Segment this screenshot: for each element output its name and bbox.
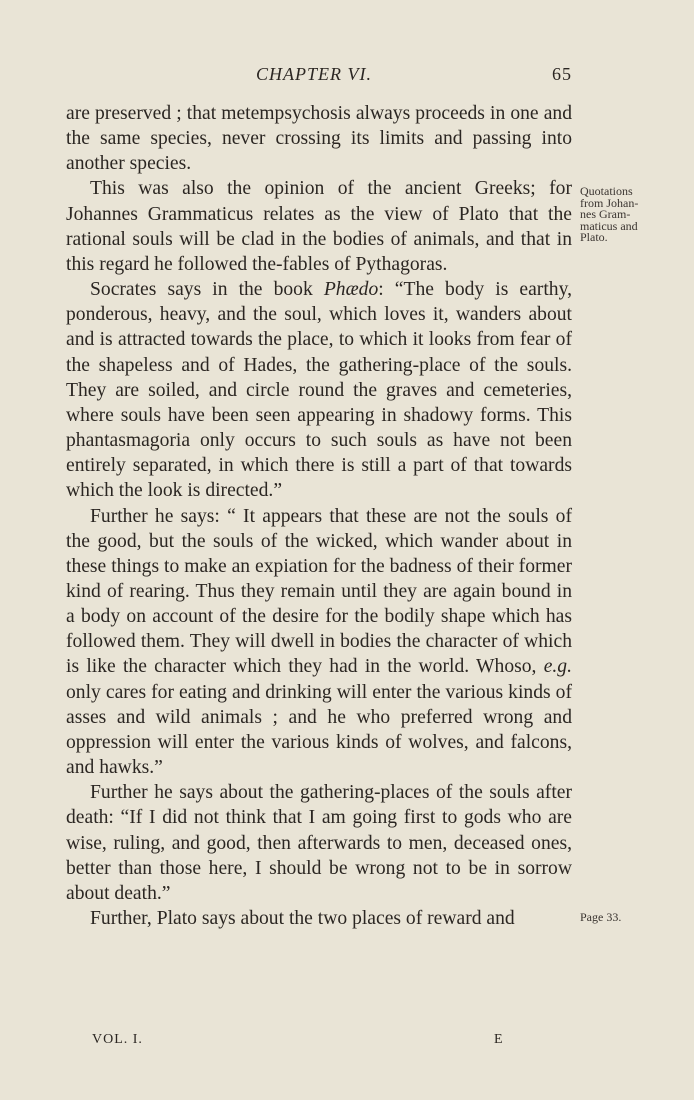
margin-note-line: from Johan- xyxy=(580,195,639,210)
footer-volume: VOL. I. xyxy=(92,1032,143,1047)
book-title-phaedo: Phædo xyxy=(323,279,379,301)
margin-note-line: maticus and xyxy=(580,218,638,233)
paragraph-4-rest: only cares for eating and drinking will enter the various kinds of asses and wild animals ; and he who preferred wrong and oppression will enter the various kinds of wolves, and falcons, and hawks.” xyxy=(66,681,572,779)
margin-note-line: Plato. xyxy=(580,230,608,244)
paragraph-2: This was also the opinion of the ancient Greeks; for Johannes Grammaticus relates as the view of Plato that the rational souls will be clad in the bodies of animals, and that in this regard he followed the-fables of Pythagoras. xyxy=(66,178,572,275)
paragraph-3-rest: : “The body is earthy, ponderous, heavy, and the soul, which loves it, wanders about and is attracted towards the place, to which it looks from fear of the shapeless and of Hades, the gathering-place of the souls. They are soiled, and circle round the graves and cemeteries, where souls have been seen appearing in shadowy forms. This phantasmagoria only occurs to such souls as have not been entirely separated, in which there is still a part of that towards which the look is directed.” xyxy=(66,279,572,502)
running-header xyxy=(66,64,572,94)
margin-note-line: nes Gram- xyxy=(580,207,631,221)
paragraph-3-start: Socrates says in the book xyxy=(90,279,324,301)
paragraph-3 xyxy=(66,277,572,503)
footer-signature: E xyxy=(494,1032,503,1047)
paragraph-1: are preserved ; that metempsychosis always proceeds in one and the same species, never crossing its limits and passing into another species. xyxy=(66,103,572,175)
abbreviation-eg: e.g. xyxy=(543,656,572,678)
chapter-title: CHAPTER VI. xyxy=(256,64,372,84)
margin-note-line: Quotations xyxy=(580,184,633,198)
margin-note-page-ref: Page 33. xyxy=(580,910,622,924)
paragraph-6: Further, Plato says about the two places of reward and xyxy=(90,908,515,929)
paragraph-4 xyxy=(66,504,572,781)
body-text xyxy=(66,101,572,931)
paragraph-5: Further he says about the gathering-places of the souls after death: “If I did not think that I am going first to gods who are wise, ruling, and good, then afterwards to men, deceased ones, better than those here, I should be wrong not to be in sorrow about death.” xyxy=(66,782,572,904)
page-number: 65 xyxy=(552,64,572,84)
margin-note-quotations xyxy=(580,186,638,244)
paragraph-4-start: Further he says: “ It appears that these are not the souls of the good, but the souls of the wicked, which wander about in these things to make an expiation for the badness of their former kind of rearing. Thus they remain until they are again bound in a body on account of the desire for the bodily shape which has followed them. They will dwell in bodies the character of which is like the character which they had in the world. Whoso, xyxy=(66,505,572,678)
